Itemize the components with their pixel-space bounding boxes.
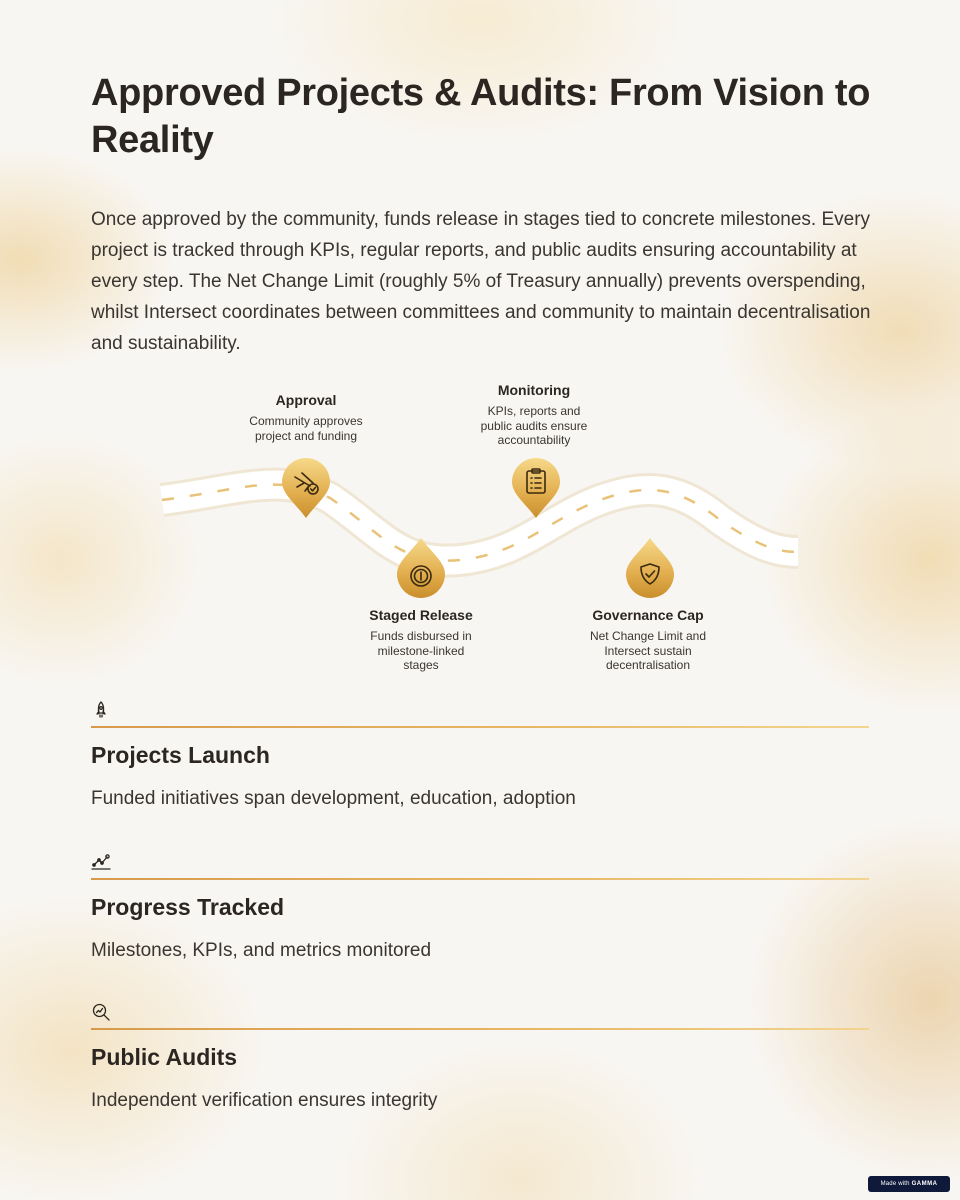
stage-approval (216, 392, 396, 443)
intro-paragraph: Once approved by the community, funds release in stages tied to concrete milestones. Every project is tracked through KPIs, regular reports, and public audits ensuring accountability at every step. The Net Change Limit (roughly 5% of Treasury annually) prevents overspending, whilst Intersect coordinates between committees and community to maintain decentralisation and sustainability. (91, 209, 871, 354)
stage-staged-release (331, 607, 511, 673)
made-with-gamma-badge[interactable] (868, 1176, 950, 1192)
stage-description: Community approves project and funding (249, 414, 363, 443)
magnifier-chart-icon (91, 1002, 111, 1022)
stage-title: Approval (275, 392, 337, 408)
section-divider (91, 726, 869, 728)
stage-title: Governance Cap (592, 607, 704, 623)
section-title: Public Audits (91, 1044, 238, 1070)
section-title: Progress Tracked (91, 894, 285, 920)
trend-chart-icon (91, 852, 111, 872)
section-description: Milestones, KPIs, and metrics monitored (91, 940, 432, 961)
monitoring-pin (510, 456, 562, 520)
badge-prefix: Made with (880, 1181, 910, 1187)
section-description: Independent verification ensures integrity (91, 1090, 438, 1111)
stage-description: Net Change Limit and Intersect sustain decentralisation (589, 629, 707, 672)
page-title: Approved Projects & Audits: From Vision to Reality (91, 72, 871, 161)
road-surface (162, 485, 798, 561)
stage-title: Monitoring (497, 382, 571, 398)
stage-monitoring (444, 382, 624, 448)
stage-description: KPIs, reports and public audits ensure accountability (480, 404, 588, 447)
section-title: Projects Launch (91, 742, 270, 768)
rocket-icon (91, 700, 111, 720)
section-description: Funded initiatives span development, education, adoption (91, 788, 576, 809)
staged-release-pin (395, 536, 447, 600)
process-roadmap (0, 370, 960, 690)
section-divider (91, 878, 869, 880)
badge-brand: GAMMA (911, 1181, 938, 1187)
section-divider (91, 1028, 869, 1030)
governance-cap-pin (624, 536, 676, 600)
stage-description: Funds disbursed in milestone-linked stages (370, 629, 472, 672)
approval-pin (280, 456, 332, 520)
stage-title: Staged Release (369, 607, 473, 623)
stage-governance-cap (558, 607, 738, 673)
coin-icon (411, 566, 431, 586)
